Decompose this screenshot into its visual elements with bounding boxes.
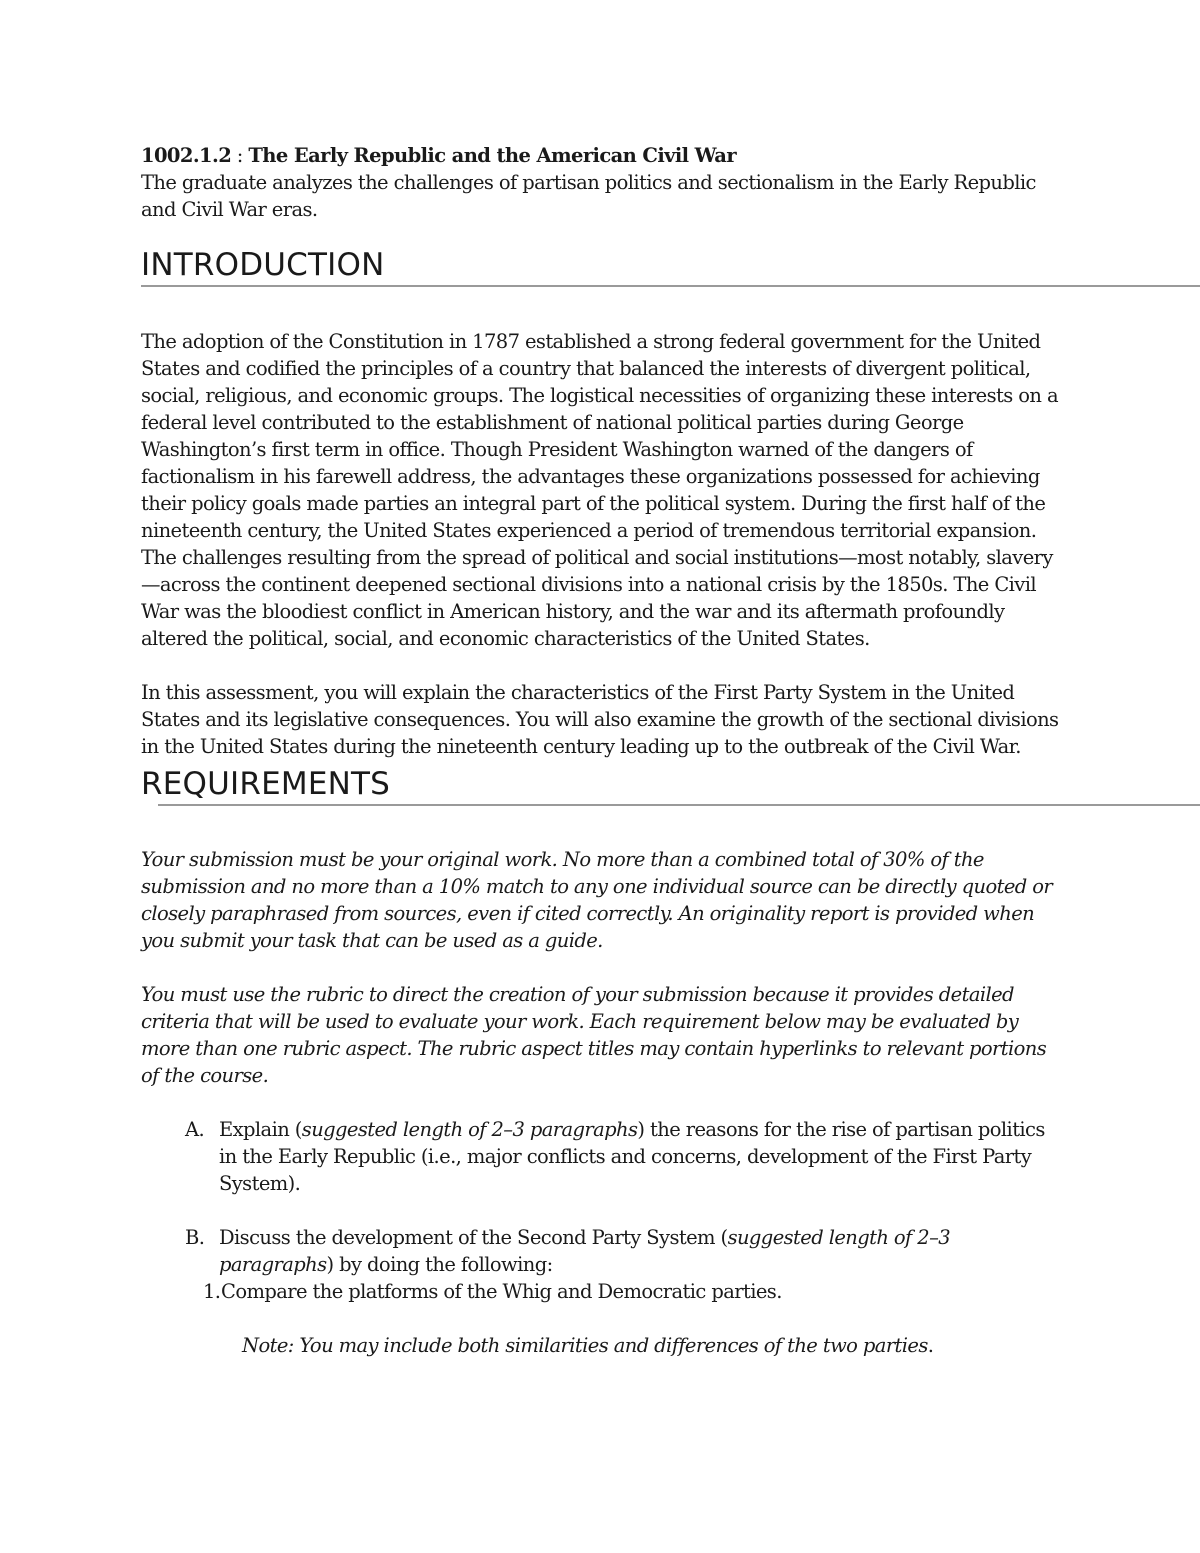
- note-text: Note: You may include both similarities and differences of the two parties: [242, 1334, 928, 1357]
- rubric-paragraph: You must use the rubric to direct the creation of your submission because it provides detailed criteria that will be used to evaluate your work. Each requirement below may be evaluated by more than one rubric aspect. The rubric aspect titles may contain hyperlinks to relevant portions of the course.: [141, 983, 1047, 1087]
- list-marker: 1.: [203, 1280, 221, 1303]
- list-marker: B.: [185, 1226, 205, 1249]
- document-page: [141, 142, 1200, 1359]
- competency-description: The graduate analyzes the challenges of partisan politics and sectionalism in the Early Republic and Civil War eras.: [141, 171, 1036, 221]
- requirement-tail: ) by doing the following:: [326, 1253, 553, 1276]
- competency-title: The Early Republic and the American Civil War: [248, 144, 736, 167]
- requirements-list: [141, 1116, 1061, 1305]
- competency-code: 1002.1.2: [141, 144, 232, 167]
- requirement-tail: ) the reasons for the rise of partisan politics in the Early Republic (i.e., major conflicts and concerns, development of the First Party System).: [219, 1118, 1045, 1195]
- requirement-item-b: [141, 1224, 1061, 1305]
- sub-requirements-list: [203, 1278, 1061, 1305]
- requirements-heading: REQUIREMENTS: [158, 766, 1200, 806]
- originality-paragraph: Your submission must be your original work. No more than a combined total of 30% of the submission and no more than a 10% match to any one individual source can be directly quoted or closely paraphrased from sources, even if cited correctly. An originality report is provided when you submit your task that can be used as a guide.: [141, 848, 1053, 952]
- note-period: .: [927, 1334, 934, 1357]
- requirement-item-a: [141, 1116, 1061, 1197]
- sub-requirement-text: Compare the platforms of the Whig and Democratic parties.: [221, 1280, 782, 1303]
- note: [141, 1332, 1200, 1359]
- competency-separator: :: [231, 144, 249, 167]
- requirement-text: [219, 1226, 950, 1276]
- introduction-heading: INTRODUCTION: [141, 247, 1200, 287]
- suggested-length: suggested length of 2–3 paragraphs: [219, 1226, 951, 1276]
- requirement-text: [219, 1118, 1045, 1195]
- introduction-paragraph: In this assessment, you will explain the characteristics of the First Party System in the United States and its legislative consequences. You will also examine the growth of the sectional divisions in the United States during the nineteenth century leading up to the outbreak of the Civil War.: [141, 681, 1059, 758]
- introduction-paragraph: The adoption of the Constitution in 1787 established a strong federal government for the United States and codified the principles of a country that balanced the interests of divergent political, social, religious, and economic groups. The logistical necessities of organizing these interests on a federal level contributed to the establishment of national political parties during George Washington’s first term in office. Though President Washington warned of the dangers of factionalism in his farewell address, the advantages these organizations possessed for achieving their policy goals made parties an integral part of the political system. During the first half of the nineteenth century, the United States experienced a period of tremendous territorial expansion. The challenges resulting from the spread of political and social institutions—most notably, slavery—across the continent deepened sectional divisions into a national crisis by the 1850s. The Civil War was the bloodiest conflict in American history, and the war and its aftermath profoundly altered the political, social, and economic characteristics of the United States.: [141, 330, 1058, 650]
- requirement-lead: Discuss the development of the Second Party System (: [219, 1226, 728, 1249]
- requirement-lead: Explain (: [219, 1118, 302, 1141]
- suggested-length: suggested length of 2–3 paragraphs: [301, 1118, 638, 1141]
- sub-requirement-item: [203, 1278, 1061, 1305]
- competency-header: [141, 142, 1200, 169]
- list-marker: A.: [185, 1118, 205, 1141]
